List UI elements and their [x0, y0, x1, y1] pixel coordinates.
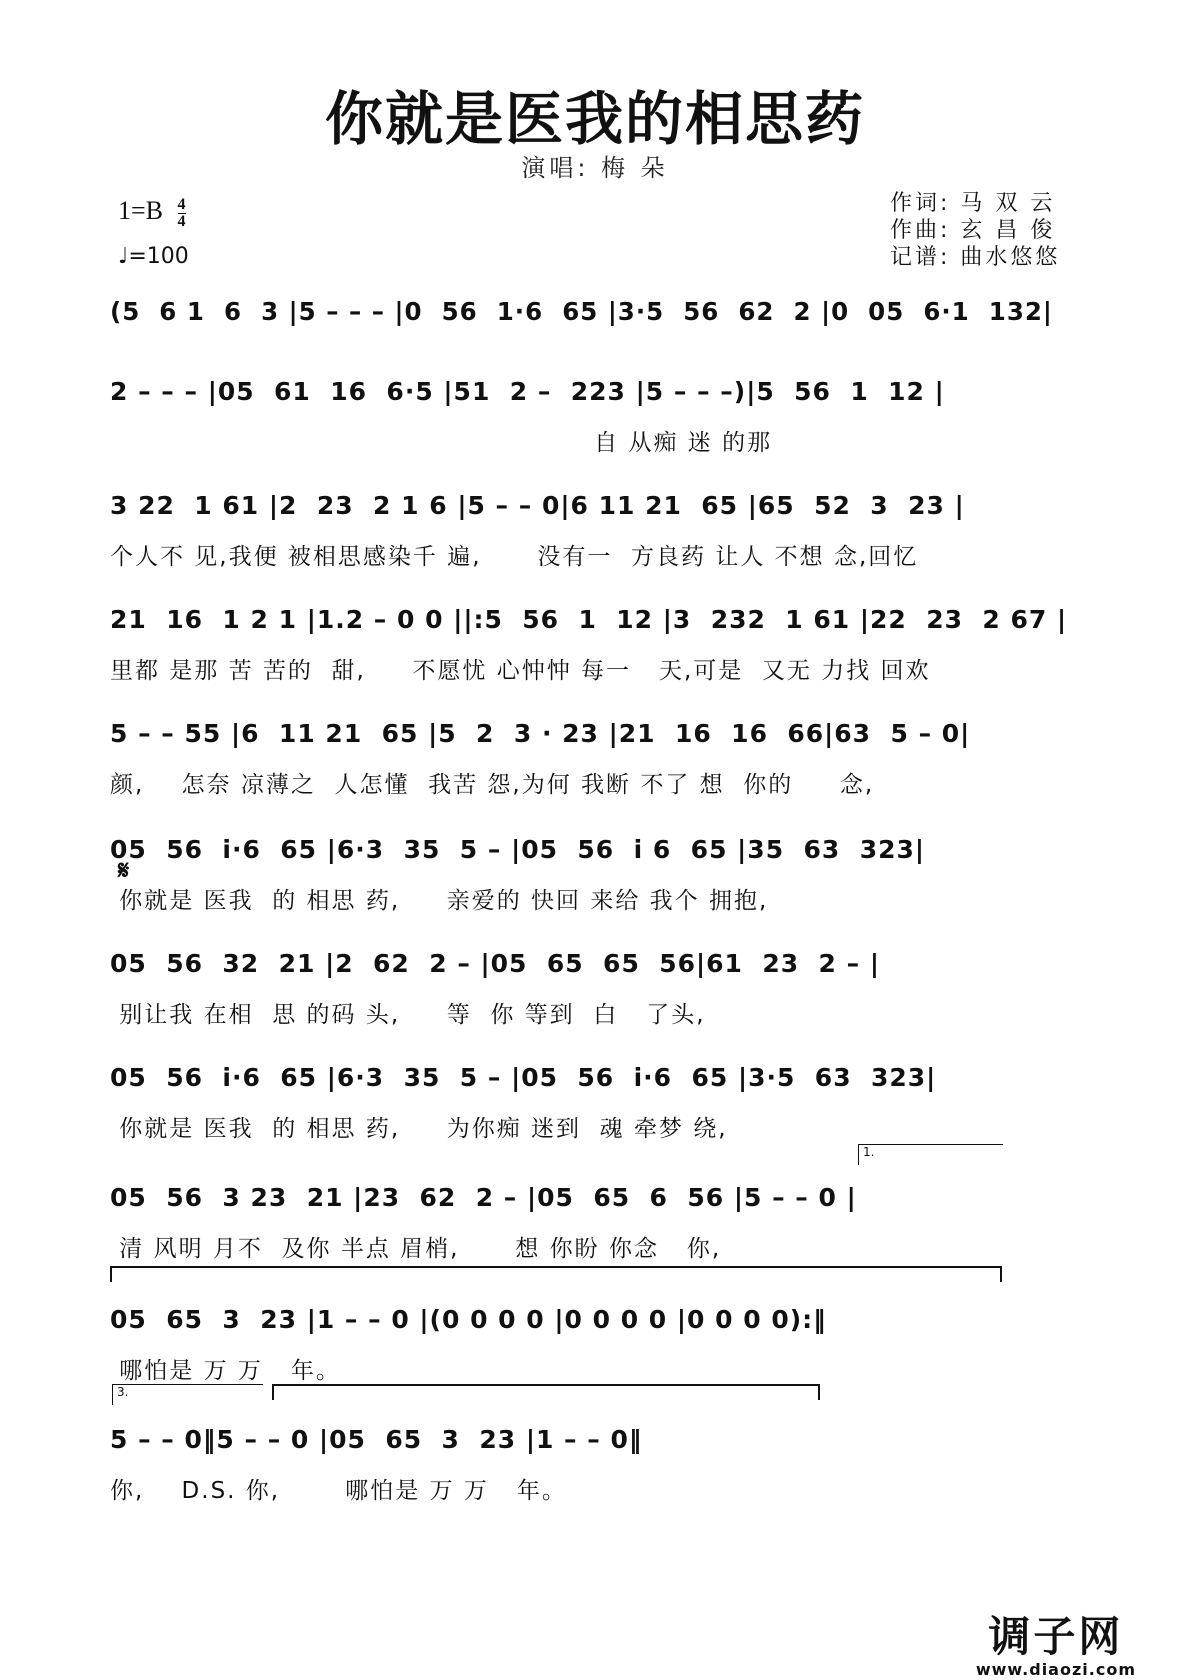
lyricist-credit: 作词: 马 双 云 — [890, 191, 1056, 216]
notation-line: (5 6 1 6 3 |5 – – – |0 56 1·6 65 |3·5 56 62 2 |0 05 6·1 132| — [110, 297, 1053, 326]
segno-sign: 𝄋 — [118, 856, 130, 886]
coda-bracket — [272, 1384, 820, 1400]
lyric-line: 颜, 怎奈 凉薄之 人怎懂 我苦 怨,为何 我断 不了 想 你的 念, — [110, 772, 875, 798]
lyric-line: 个人不 见,我便 被相思感染千 遍, 没有一 方良药 让人 不想 念,回忆 — [110, 544, 919, 570]
watermark-logo — [976, 1604, 1136, 1679]
system-4 — [110, 600, 1070, 690]
system-11 — [110, 1420, 1070, 1510]
lyric-line: 清 风明 月不 及你 半点 眉梢, 想 你盼 你念 你, — [110, 1236, 722, 1262]
notation-line: 21 16 1 2 1 |1.2 – 0 0 ||:5 56 1 12 |3 232 1 61 |22 23 2 67 | — [110, 605, 1068, 634]
lyric-line: 哪怕是 万 万 年。 — [110, 1358, 341, 1384]
singer-credit: 演唱: 梅 朵 — [521, 154, 669, 182]
ending-bracket — [110, 1266, 1002, 1282]
key-label: 1=B — [118, 196, 164, 225]
system-6 — [110, 830, 1070, 920]
system-5 — [110, 714, 1070, 804]
meter-top: 4 — [177, 195, 186, 213]
time-signature — [178, 197, 186, 230]
system-8 — [110, 1058, 1070, 1148]
notation-line: 05 56 32 21 |2 62 2 – |05 65 65 56|61 23 2 – | — [110, 949, 880, 978]
transcriber-credit: 记谱: 曲水悠悠 — [890, 245, 1061, 270]
notation-line: 05 56 i·6 65 |6·3 35 5 – |05 56 i 6 65 |35 63 323| — [110, 835, 926, 864]
notation-line: 3 22 1 61 |2 23 2 1 6 |5 – – 0|6 11 21 65 |65 52 3 23 | — [110, 491, 965, 520]
song-title: 你就是医我的相思药 — [324, 85, 865, 153]
notation-line: 5 – – 55 |6 11 21 65 |5 2 3 · 23 |21 16 16 66|63 5 – 0| — [110, 719, 971, 748]
volta-3-bracket — [112, 1384, 263, 1405]
notation-line: 05 56 i·6 65 |6·3 35 5 – |05 56 i·6 65 |3·5 63 323| — [110, 1063, 937, 1092]
composer-credit: 作曲: 玄 昌 俊 — [890, 218, 1056, 243]
credits-block — [890, 190, 1060, 271]
watermark-name: 调子网 — [988, 1612, 1124, 1661]
watermark-url: www.diaozi.com — [975, 1660, 1136, 1679]
system-7 — [110, 944, 1070, 1034]
system-10 — [110, 1300, 1070, 1390]
system-3 — [110, 486, 1070, 576]
lyric-line: 你就是 医我 的 相思 药, 为你痴 迷到 魂 牵梦 绕, — [110, 1116, 728, 1142]
notation-line: 05 56 3 23 21 |23 62 2 – |05 65 6 56 |5 – – 0 | — [110, 1183, 857, 1212]
volta-3-label: 3. — [117, 1385, 129, 1399]
volta-1-bracket — [858, 1144, 1003, 1165]
lyric-line: 你, D.S. 你, 哪怕是 万 万 年。 — [110, 1478, 567, 1504]
system-9 — [110, 1178, 1070, 1268]
lyric-line: 里都 是那 苦 苦的 甜, 不愿忧 心忡忡 每一 天,可是 又无 力找 回欢 — [110, 658, 931, 684]
system-1 — [110, 292, 1070, 382]
lyric-line: 自 从痴 迷 的那 — [110, 430, 773, 456]
notation-line: 5 – – 0‖5 – – 0 |05 65 3 23 |1 – – 0‖ — [110, 1425, 643, 1454]
lyric-line: 你就是 医我 的 相思 药, 亲爱的 快回 来给 我个 拥抱, — [110, 888, 769, 914]
tempo-marking: ♩=100 — [118, 244, 189, 269]
system-2 — [110, 372, 1070, 462]
meter-bottom: 4 — [177, 212, 186, 230]
key-signature — [118, 196, 186, 230]
lyric-line: 别让我 在相 思 的码 头, 等 你 等到 白 了头, — [110, 1002, 706, 1028]
notation-line: 05 65 3 23 |1 – – 0 |(0 0 0 0 |0 0 0 0 |0 0 0 0):‖ — [110, 1305, 827, 1334]
volta-1-label: 1. — [863, 1145, 875, 1159]
notation-line: 2 – – – |05 61 16 6·5 |51 2 – 223 |5 – – –)|5 56 1 12 | — [110, 377, 945, 406]
